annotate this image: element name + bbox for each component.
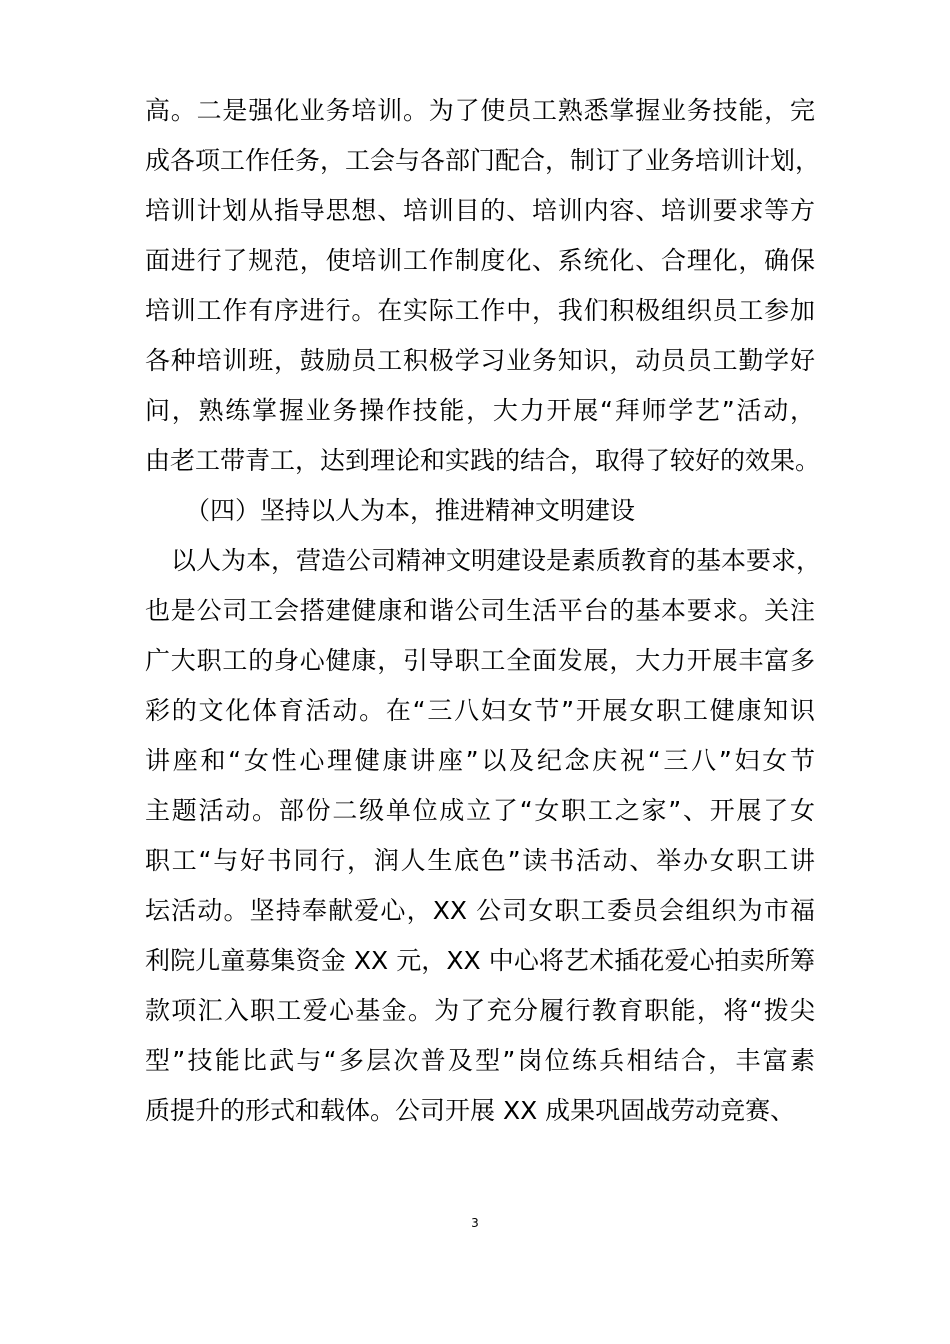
- text-line: 面进行了规范，使培训工作制度化、系统化、合理化，确保: [145, 246, 815, 275]
- section-heading: （四）坚持以人为本，推进精神文明建设: [185, 496, 636, 525]
- text-line: 以人为本，营造公司精神文明建设是素质教育的基本要求，: [171, 546, 822, 575]
- text-line: 主题活动。部份二级单位成立了“女职工之家”、开展了女: [145, 796, 815, 825]
- text-line: 也是公司工会搭建健康和谐公司生活平台的基本要求。关注: [145, 596, 815, 625]
- text-line: 质提升的形式和载体。公司开展 XX 成果巩固战劳动竞赛、: [145, 1096, 796, 1125]
- text-line: 培训工作有序进行。在实际工作中，我们积极组织员工参加: [145, 296, 815, 325]
- text-line: 由老工带青工，达到理论和实践的结合，取得了较好的效果。: [145, 446, 821, 475]
- page-number: 3: [471, 1216, 479, 1230]
- text-line: 彩的文化体育活动。在“三八妇女节”开展女职工健康知识: [145, 696, 815, 725]
- text-line: 款项汇入职工爱心基金。为了充分履行教育职能，将“拨尖: [145, 996, 815, 1025]
- text-line: 成各项工作任务，工会与各部门配合，制订了业务培训计划，: [145, 146, 821, 175]
- text-line: 问，熟练掌握业务操作技能，大力开展“拜师学艺”活动，: [145, 396, 815, 425]
- text-line: 高。二是强化业务培训。为了使员工熟悉掌握业务技能，完: [145, 96, 815, 125]
- text-line: 培训计划从指导思想、培训目的、培训内容、培训要求等方: [145, 196, 815, 225]
- text-line: 广大职工的身心健康，引导职工全面发展，大力开展丰富多: [145, 646, 815, 675]
- text-line: 型”技能比武与“多层次普及型”岗位练兵相结合，丰富素: [145, 1046, 815, 1075]
- text-line: 坛活动。坚持奉献爱心，XX 公司女职工委员会组织为市福: [145, 896, 815, 925]
- text-line: 讲座和“女性心理健康讲座”以及纪念庆祝“三八”妇女节: [145, 746, 815, 775]
- document-body: [145, 86, 822, 1136]
- text-line: 利院儿童募集资金 XX 元，XX 中心将艺术插花爱心拍卖所筹: [145, 946, 815, 975]
- text-line: 各种培训班，鼓励员工积极学习业务知识，动员员工勤学好: [145, 346, 815, 375]
- text-line: 职工“与好书同行，润人生底色”读书活动、举办女职工讲: [145, 846, 815, 875]
